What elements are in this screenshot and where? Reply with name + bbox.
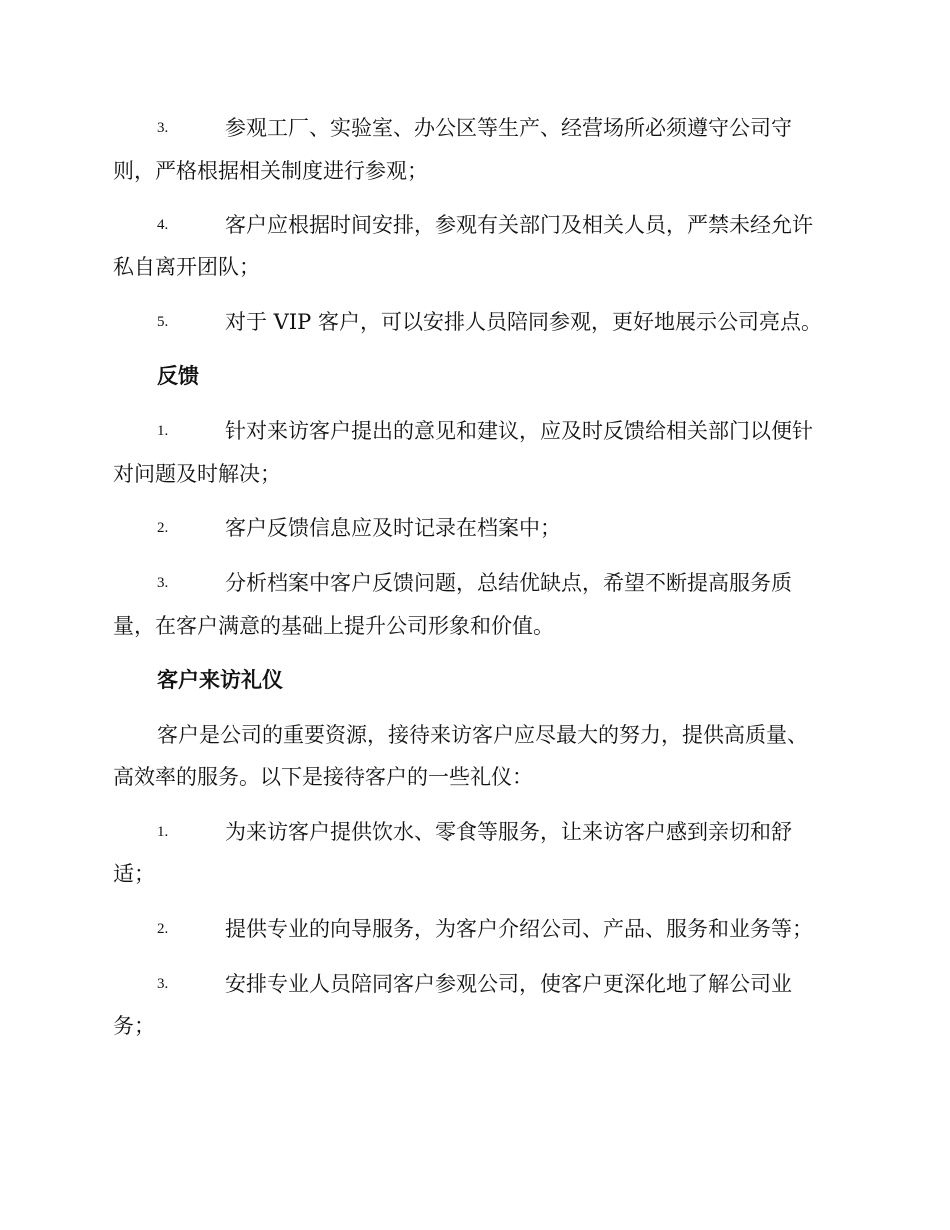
- list-item-number: 3.: [157, 120, 169, 136]
- list-item-text: 客户反馈信息应及时记录在档案中；: [225, 516, 561, 540]
- list-item-text-continued: 对问题及时解决；: [113, 462, 281, 486]
- list-item-text: 为来访客户提供饮水、零食等服务，让来访客户感到亲切和舒: [225, 820, 792, 844]
- list-item-number: 1.: [157, 824, 169, 840]
- list-item-text: 提供专业的向导服务，为客户介绍公司、产品、服务和业务等；: [225, 917, 813, 941]
- list-item-text: 针对来访客户提出的意见和建议，应及时反馈给相关部门以便针: [225, 419, 813, 443]
- list-item-text: 参观工厂、实验室、办公区等生产、经营场所必须遵守公司守: [225, 116, 792, 140]
- section-heading-etiquette: 客户来访礼仪: [157, 668, 283, 692]
- intro-paragraph-continued: 高效率的服务。以下是接待客户的一些礼仪：: [113, 765, 533, 789]
- list-item-text: 客户应根据时间安排，参观有关部门及相关人员，严禁未经允许: [225, 213, 813, 237]
- list-item-number: 2.: [157, 921, 169, 937]
- list-item-text-continued: 适；: [113, 862, 155, 886]
- list-item-text-continued: 务；: [113, 1014, 155, 1038]
- list-item-text: 对于 VIP 客户，可以安排人员陪同参观，更好地展示公司亮点。: [225, 310, 822, 334]
- section-heading-feedback: 反馈: [157, 364, 199, 388]
- list-item-number: 4.: [157, 217, 169, 233]
- list-item-number: 2.: [157, 520, 169, 536]
- list-item-number: 3.: [157, 976, 169, 992]
- list-item-text-continued: 私自离开团队；: [113, 255, 260, 279]
- list-item-text: 安排专业人员陪同客户参观公司，使客户更深化地了解公司业: [225, 972, 792, 996]
- intro-paragraph: 客户是公司的重要资源，接待来访客户应尽最大的努力，提供高质量、: [157, 723, 808, 747]
- list-item-number: 1.: [157, 423, 169, 439]
- list-item-text-continued: 量，在客户满意的基础上提升公司形象和价值。: [113, 614, 554, 638]
- list-item-text: 分析档案中客户反馈问题，总结优缺点，希望不断提高服务质: [225, 571, 792, 595]
- list-item-number: 3.: [157, 575, 169, 591]
- list-item-text-continued: 则，严格根据相关制度进行参观；: [113, 159, 428, 183]
- list-item-number: 5.: [157, 314, 169, 330]
